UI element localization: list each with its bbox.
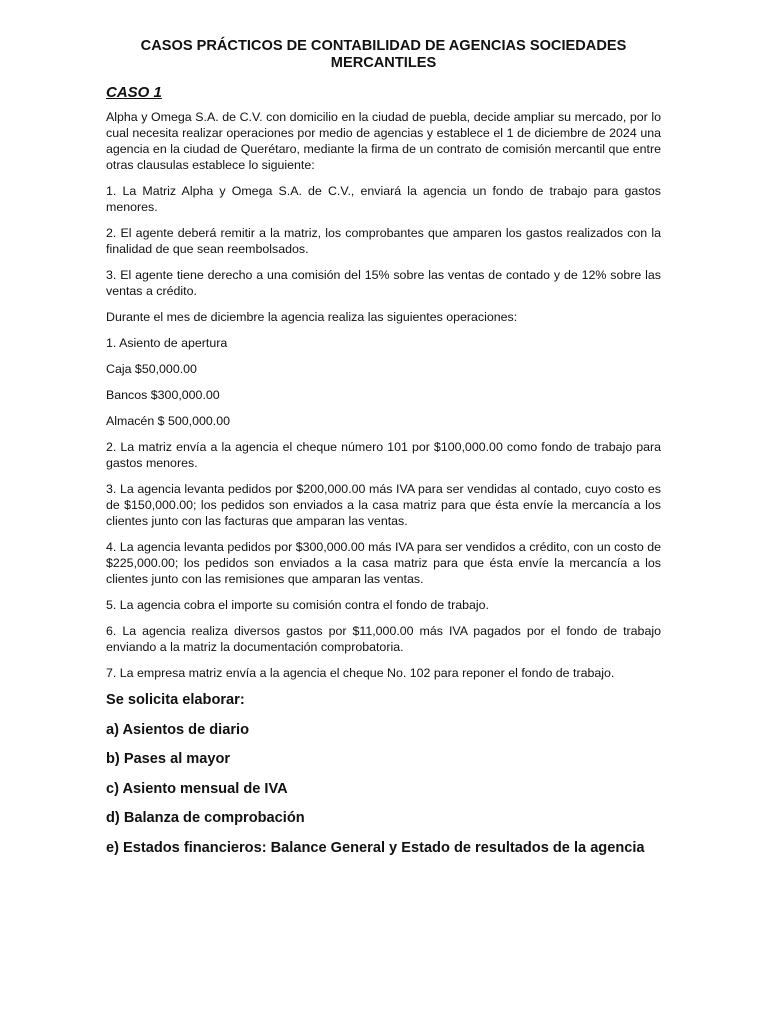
opening-entry-line: Caja $50,000.00	[106, 362, 197, 376]
operation-item: 2. La matriz envía a la agencia el cheque número 101 por $100,000.00 como fondo de trabajo para gastos menores.	[106, 440, 661, 470]
requirement-item: c) Asiento mensual de IVA	[106, 780, 288, 797]
intro-paragraph: Alpha y Omega S.A. de C.V. con domicilio en la ciudad de puebla, decide ampliar su mercado, por lo cual necesita realizar operaciones por medio de agencias y establece el 1 de diciembre de 2024 una agencia en la ciudad de Querétaro, mediante la firma de un contrato de comisión mercantil que entre otras clausulas establece lo siguiente:	[106, 110, 661, 172]
requirement-item: e) Estados financieros: Balance General y Estado de resultados de la agencia	[106, 839, 645, 856]
clause-item: 1. La Matriz Alpha y Omega S.A. de C.V., enviará la agencia un fondo de trabajo para gastos menores.	[106, 184, 661, 214]
operations-intro: Durante el mes de diciembre la agencia realiza las siguientes operaciones:	[106, 310, 518, 324]
document-page	[106, 38, 661, 868]
requirement-item: a) Asientos de diario	[106, 721, 249, 738]
operation-item: 7. La empresa matriz envía a la agencia el cheque No. 102 para reponer el fondo de trabajo.	[106, 666, 615, 680]
clause-item: 3. El agente tiene derecho a una comisión del 15% sobre las ventas de contado y de 12% sobre las ventas a crédito.	[106, 268, 661, 298]
operation-item: 6. La agencia realiza diversos gastos por $11,000.00 más IVA pagados por el fondo de trabajo enviando a la matriz la documentación comprobatoria.	[106, 624, 661, 654]
requirements-heading: Se solicita elaborar:	[106, 692, 245, 708]
case-heading: CASO 1	[106, 84, 162, 101]
opening-entry-label: 1. Asiento de apertura	[106, 336, 228, 350]
operation-item: 5. La agencia cobra el importe su comisión contra el fondo de trabajo.	[106, 598, 489, 612]
operation-item: 3. La agencia levanta pedidos por $200,000.00 más IVA para ser vendidas al contado, cuyo costo es de $150,000.00; los pedidos son enviados a la casa matriz para que ésta envíe la mercancía a los clientes junto con las facturas que amparan las ventas.	[106, 482, 661, 528]
opening-entry-line: Bancos $300,000.00	[106, 388, 220, 402]
operation-item: 4. La agencia levanta pedidos por $300,000.00 más IVA para ser vendidos a crédito, con un costo de $225,000.00; los pedidos son enviados a la casa matriz para que ésta envíe la mercancía a los clientes junto con las remisiones que amparan las ventas.	[106, 540, 661, 586]
opening-entry-line: Almacén $ 500,000.00	[106, 414, 230, 428]
clause-item: 2. El agente deberá remitir a la matriz, los comprobantes que amparen los gastos realizados con la finalidad de que sean reembolsados.	[106, 226, 661, 256]
document-title: CASOS PRÁCTICOS DE CONTABILIDAD DE AGENCIAS SOCIEDADES MERCANTILES	[140, 38, 627, 71]
requirement-item: b) Pases al mayor	[106, 751, 231, 767]
requirement-item: d) Balanza de comprobación	[106, 810, 305, 826]
